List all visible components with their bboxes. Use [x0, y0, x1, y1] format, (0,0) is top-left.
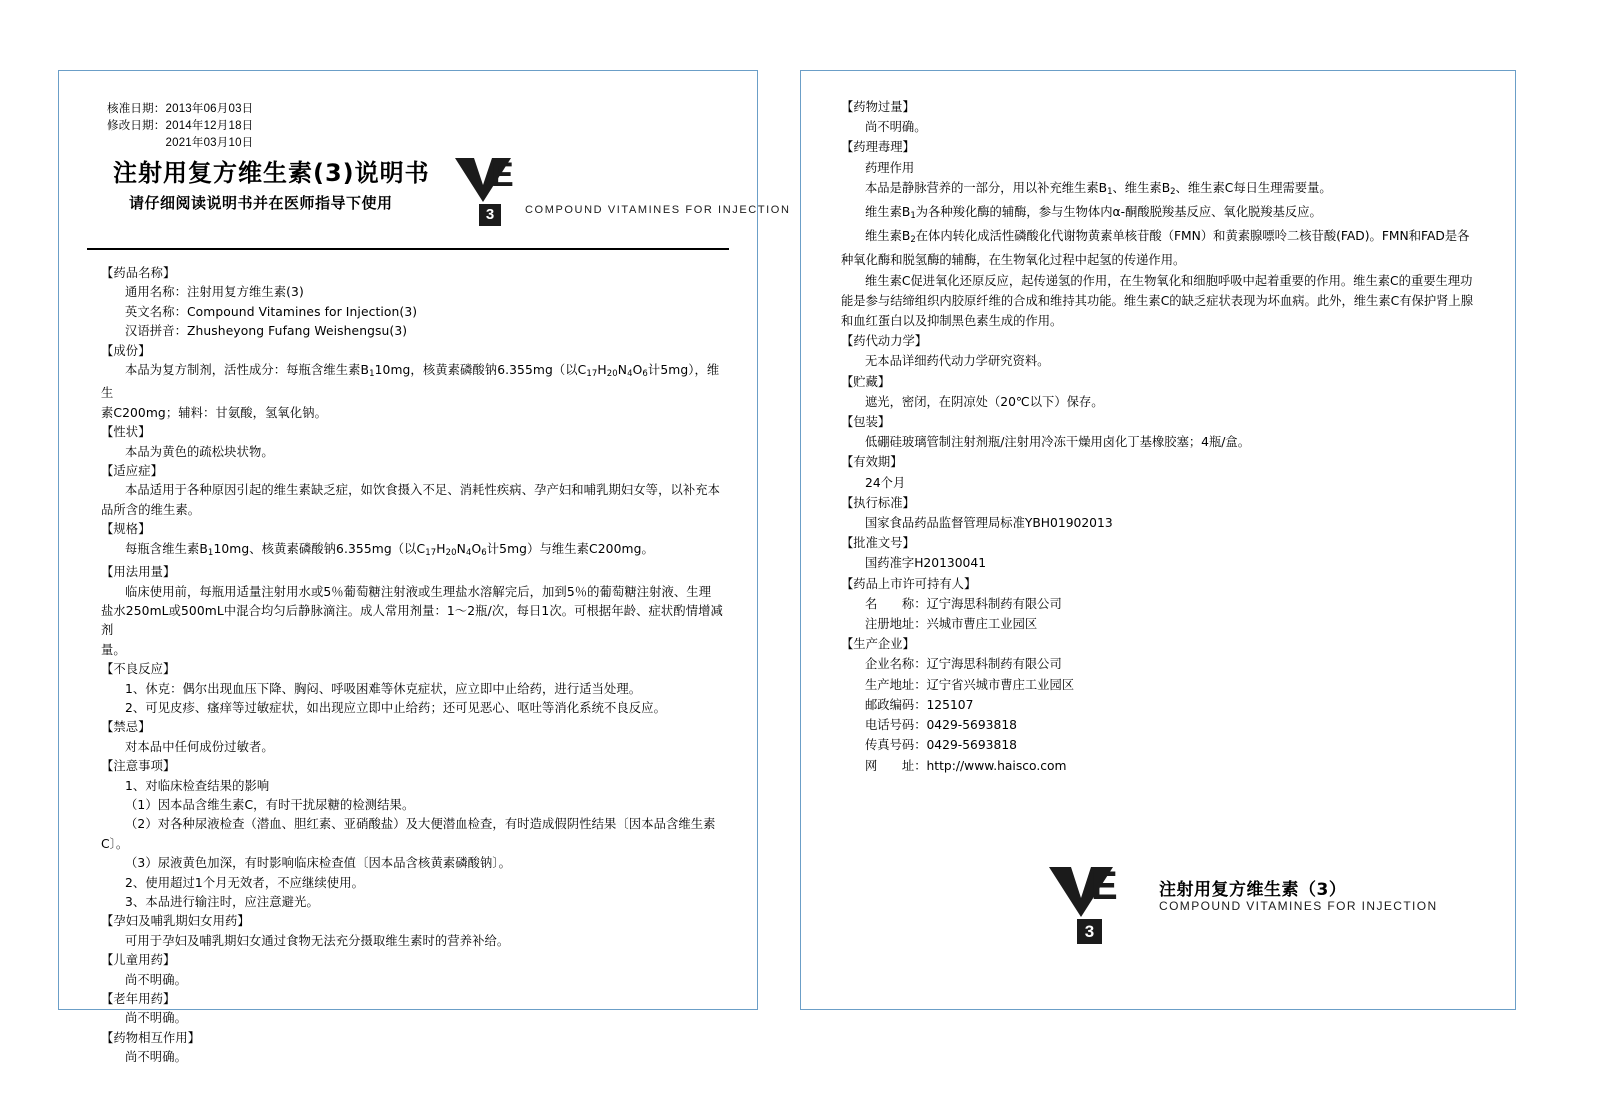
- precautions-item-2: （1）因本品含维生素C，有时干扰尿糖的检测结果。: [125, 797, 415, 812]
- section-heading-properties: 【性状】: [101, 425, 151, 440]
- right-page: [800, 70, 1516, 1010]
- pharmacology-subhead: 药理作用: [865, 160, 915, 175]
- footer-product-name-cn: 注射用复方维生素（3）: [1159, 880, 1347, 900]
- revision-date-line: 修改日期：2014年12月18日: [107, 120, 254, 132]
- manufacturer-postcode: 邮政编码：125107: [865, 697, 974, 712]
- logo-number-badge: 3: [479, 204, 501, 226]
- adverse-item-1: 1、休克：偶尔出现血压下降、胸闷、呼吸困难等休克症状，应立即中止给药，进行适当处理。: [125, 681, 642, 696]
- section-heading-packaging: 【包装】: [841, 415, 891, 430]
- ingredients-line-1: 本品为复方制剂，活性成分：每瓶含维生素$B_110mg$，核黄素磷酸钠6.355mg（以$C_{17}H_{20}N_4O_6$计5mg），维生: [101, 363, 720, 401]
- section-heading-adverse-reactions: 【不良反应】: [101, 662, 176, 677]
- indications-line-1: 本品适用于各种原因引起的维生素缺乏症，如饮食摄入不足、消耗性疾病、孕产妇和哺乳期妇女等，以补充本: [125, 483, 721, 498]
- precautions-item-1: 1、对临床检查结果的影响: [125, 778, 270, 793]
- section-heading-manufacturer: 【生产企业】: [841, 637, 915, 652]
- dosage-line-2: 盐水250mL或500mL中混合均匀后静脉滴注。成人常用剂量：1～2瓶/次，每日1次。可根据年龄、症状酌情增减剂: [101, 603, 723, 638]
- drug-name-generic: 通用名称：注射用复方维生素(3): [125, 285, 304, 300]
- pharmacology-line-4: 种氧化酶和脱氢酶的辅酶，在生物氧化过程中起氢的传递作用。: [841, 253, 1186, 268]
- logo-caption: COMPOUND VITAMINES FOR INJECTION: [525, 204, 791, 216]
- footer-logo-number-badge: 3: [1077, 919, 1102, 944]
- dosage-line-1: 临床使用前，每瓶用适量注射用水或5％葡萄糖注射液或生理盐水溶解完后，加到5％的葡萄糖注射液、生理: [125, 584, 712, 599]
- section-heading-pharmacology: 【药理毒理】: [841, 140, 915, 155]
- approval-date-line: 核准日期：2013年06月03日: [107, 103, 254, 115]
- manufacturer-address: 生产地址：辽宁省兴城市曹庄工业园区: [865, 677, 1075, 692]
- manufacturer-phone: 电话号码：0429-5693818: [865, 718, 1017, 733]
- section-heading-mah: 【药品上市许可持有人】: [841, 576, 977, 591]
- pharmacology-line-1: 本品是静脉营养的一部分，用以补充维生素$B_1$、维生素$B_2$、维生素C每日生理需要量。: [865, 180, 1332, 197]
- mah-address: 注册地址：兴城市曹庄工业园区: [865, 617, 1038, 632]
- packaging-text: 低硼硅玻璃管制注射剂瓶/注射用冷冻干燥用卤化丁基橡胶塞；4瓶/盒。: [865, 435, 1251, 450]
- section-heading-pregnancy: 【孕妇及哺乳期妇女用药】: [101, 914, 250, 929]
- footer-product-name-en: COMPOUND VITAMINES FOR INJECTION: [1159, 899, 1438, 913]
- section-heading-geriatric: 【老年用药】: [101, 992, 176, 1007]
- section-heading-precautions: 【注意事项】: [101, 759, 176, 774]
- manufacturer-fax: 传真号码：0429-5693818: [865, 738, 1017, 753]
- section-heading-ingredients: 【成份】: [101, 343, 151, 358]
- pharmacology-line-6: 能是参与结缔组织内胶原纤维的合成和维持其功能。维生素C的缺乏症状表现为坏血病。此外，维生素C有保护肾上腺: [841, 293, 1474, 308]
- precautions-item-6: 3、本品进行输注时，应注意避光。: [125, 895, 319, 909]
- section-heading-specification: 【规格】: [101, 522, 151, 537]
- ingredients-line-2: 素C200mg；辅料：甘氨酸，氢氧化钠。: [101, 405, 327, 420]
- shelf-life-text: 24个月: [865, 475, 906, 490]
- letter-e-label: E: [491, 156, 513, 194]
- mah-name: 名 称：辽宁海思科制药有限公司: [865, 596, 1062, 611]
- drug-name-english: 英文名称：Compound Vitamines for Injection(3): [125, 304, 418, 319]
- precautions-item-3b: C〕。: [101, 836, 129, 851]
- approval-dates: [107, 101, 729, 152]
- section-heading-overdose: 【药物过量】: [841, 100, 915, 114]
- precautions-item-3: （2）对各种尿液检查（潜血、胆红素、亚硝酸盐）及大便潜血检查，有时造成假阴性结果〔因本品含维生素: [125, 817, 716, 832]
- section-heading-shelf-life: 【有效期】: [841, 455, 903, 470]
- footer-letter-e-label: E: [1091, 864, 1117, 908]
- precautions-item-5: 2、使用超过1个月无效者，不应继续使用。: [125, 875, 364, 890]
- contraindications-text: 对本品中任何成份过敏者。: [125, 739, 274, 754]
- header-divider: [87, 248, 729, 250]
- left-page: [58, 70, 791, 1065]
- indications-line-2: 品所含的维生素。: [101, 502, 201, 517]
- right-content: [831, 97, 1485, 776]
- section-heading-pharmacokinetics: 【药代动力学】: [841, 334, 928, 349]
- page-title: 注射用复方维生素(3)说明书: [113, 159, 430, 187]
- section-heading-indications: 【适应症】: [101, 464, 163, 479]
- page-subtitle: 请仔细阅读说明书并在医师指导下使用: [129, 194, 393, 212]
- properties-text: 本品为黄色的疏松块状物。: [125, 444, 274, 459]
- pregnancy-text: 可用于孕妇及哺乳期妇女通过食物无法充分摄取维生素时的营养补给。: [125, 933, 510, 948]
- title-block: [87, 156, 791, 234]
- pharmacology-line-7: 和血红蛋白以及抑制黑色素生成的作用。: [841, 314, 1063, 329]
- section-heading-pediatric: 【儿童用药】: [101, 953, 176, 968]
- geriatric-text: 尚不明确。: [125, 1011, 187, 1026]
- approval-number-text: 国药准字H20130041: [865, 556, 987, 571]
- specification-text: 每瓶含维生素$B_110mg$、核黄素磷酸钠6.355mg（以$C_{17}H_{20}N_4O_6$计5mg）与维生素C200mg。: [125, 541, 654, 558]
- section-heading-contraindications: 【禁忌】: [101, 720, 151, 735]
- section-heading-approval-number: 【批准文号】: [841, 536, 915, 551]
- standard-text: 国家食品药品监督管理局标准YBH01902013: [865, 516, 1113, 531]
- section-heading-drug-name: 【药品名称】: [101, 266, 176, 280]
- pharmacology-line-3: 维生素$B_2$在体内转化成活性磷酸化代谢物黄素单核苷酸（FMN）和黄素腺嘌呤二核苷酸(FAD)。FMN和FAD是各: [865, 229, 1470, 246]
- brand-logo: [455, 156, 791, 230]
- section-heading-standard: 【执行标准】: [841, 495, 915, 510]
- pharmacokinetics-text: 无本品详细药代动力学研究资料。: [865, 354, 1050, 369]
- manufacturer-website[interactable]: 网 址：http://www.haisco.com: [865, 758, 1067, 773]
- section-heading-storage: 【贮藏】: [841, 374, 891, 389]
- ve-mark-icon: [455, 158, 525, 202]
- overdose-text: 尚不明确。: [865, 120, 927, 135]
- storage-text: 遮光，密闭，在阴凉处（20℃以下）保存。: [865, 394, 1104, 409]
- pediatric-text: 尚不明确。: [125, 972, 187, 987]
- revision-date-line-2: 2021年03月10日: [107, 137, 254, 149]
- footer-letter-v-notch-icon: [1071, 867, 1091, 898]
- precautions-item-4: （3）尿液黄色加深，有时影响临床检查值〔因本品含核黄素磷酸钠〕。: [125, 856, 512, 871]
- dosage-line-3: 量。: [101, 642, 126, 657]
- pharmacology-line-5: 维生素C促进氧化还原反应，起传递氢的作用，在生物氧化和细胞呼吸中起着重要的作用。维生素C的重要生理功: [865, 273, 1473, 288]
- section-heading-dosage: 【用法用量】: [101, 565, 176, 580]
- letter-v-notch-icon: [474, 158, 492, 185]
- section-heading-interactions: 【药物相互作用】: [101, 1030, 201, 1045]
- drug-name-pinyin: 汉语拼音：Zhusheyong Fufang Weishengsu(3): [125, 324, 408, 339]
- left-content: [87, 264, 729, 1068]
- footer-ve-mark-icon: [1049, 864, 1145, 917]
- pharmacology-line-2: 维生素$B_1$为各种羧化酶的辅酶，参与生物体内α-酮酸脱羧基反应、氧化脱羧基反应。: [865, 205, 1322, 222]
- manufacturer-name: 企业名称：辽宁海思科制药有限公司: [865, 657, 1062, 672]
- footer-brand-logo: [1049, 864, 1489, 943]
- adverse-item-2: 2、可见皮疹、瘙痒等过敏症状，如出现应立即中止给药；还可见恶心、呕吐等消化系统不良反应。: [125, 700, 666, 715]
- interactions-text: 尚不明确。: [125, 1050, 187, 1065]
